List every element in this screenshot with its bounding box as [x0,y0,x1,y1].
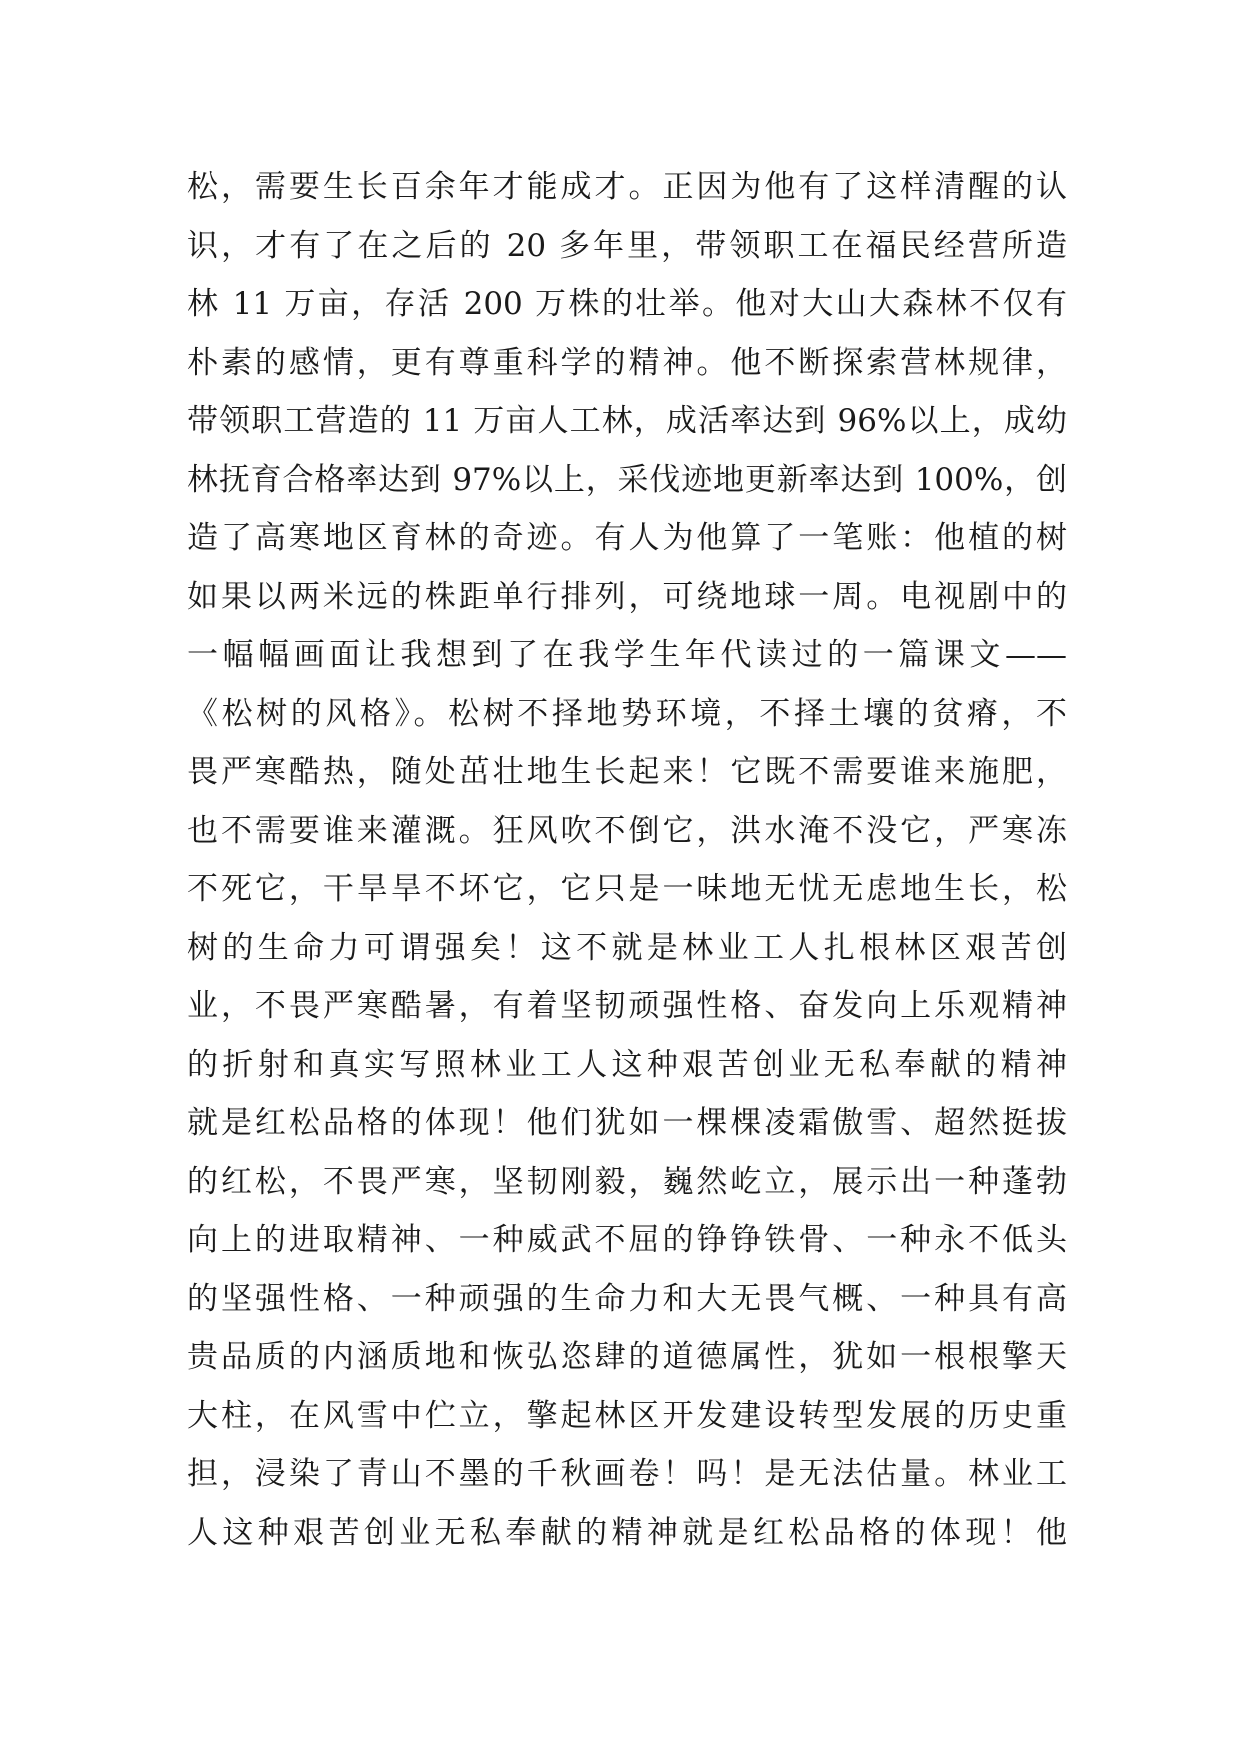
text-line: 带领职工营造的 11 万亩人工林，成活率达到 96%以上，成幼 [187,403,1067,439]
text-line: 树的生命力可谓强矣！这不就是林业工人扎根林区艰苦创 [187,929,1067,966]
text-line: 贵品质的内涵质地和恢弘恣肆的道德属性，犹如一根根擎天 [187,1339,1067,1375]
text-line: 不死它，干旱旱不坏它，它只是一味地无忧无虑地生长，松 [187,871,1067,907]
text-line: 林抚育合格率达到 97%以上，采伐迹地更新率达到 100%，创 [187,461,1067,498]
text-line: 就是红松品格的体现！他们犹如一棵棵凌霜傲雪、超然挺拔 [187,1105,1067,1141]
text-line: 担，浸染了青山不墨的千秋画卷！吗！是无法估量。林业工 [187,1456,1067,1492]
text-line: 林 11 万亩，存活 200 万株的壮举。他对大山大森林不仅有 [187,286,1067,322]
text-line: 的折射和真实写照林业工人这种艰苦创业无私奉献的精神 [187,1046,1067,1083]
text-line: 向上的进取精神、一种威武不屈的铮铮铁骨、一种永不低头 [187,1222,1067,1258]
text-line: 如果以两米远的株距单行排列，可绕地球一周。电视剧中的 [187,578,1067,615]
text-line: 畏严寒酷热，随处茁壮地生长起来！它既不需要谁来施肥， [187,754,1067,790]
text-line: 也不需要谁来灌溉。狂风吹不倒它，洪水淹不没它，严寒冻 [187,812,1067,849]
text-line: 人这种艰苦创业无私奉献的精神就是红松品格的体现！他 [187,1514,1067,1551]
body-text [187,158,1067,1562]
text-line: 的坚强性格、一种顽强的生命力和大无畏气概、一种具有高 [187,1280,1067,1317]
text-line: 大柱，在风雪中伫立，擎起林区开发建设转型发展的历史重 [187,1397,1067,1434]
text-line: 松，需要生长百余年才能成才。正因为他有了这样清醒的认 [187,169,1067,205]
text-line: 识，才有了在之后的 20 多年里，带领职工在福民经营所造 [187,227,1067,264]
text-line: 的红松，不畏严寒，坚韧刚毅，巍然屹立，展示出一种蓬勃 [187,1163,1067,1200]
text-line: 朴素的感情，更有尊重科学的精神。他不断探索营林规律， [187,344,1067,381]
text-line: 一幅幅画面让我想到了在我学生年代读过的一篇课文—— [187,637,1067,673]
text-line: 《松树的风格》。松树不择地势环境，不择土壤的贫瘠，不 [187,695,1067,732]
text-line: 业，不畏严寒酷暑，有着坚韧顽强性格、奋发向上乐观精神 [187,988,1067,1024]
text-line: 造了高寒地区育林的奇迹。有人为他算了一笔账：他植的树 [187,520,1067,556]
